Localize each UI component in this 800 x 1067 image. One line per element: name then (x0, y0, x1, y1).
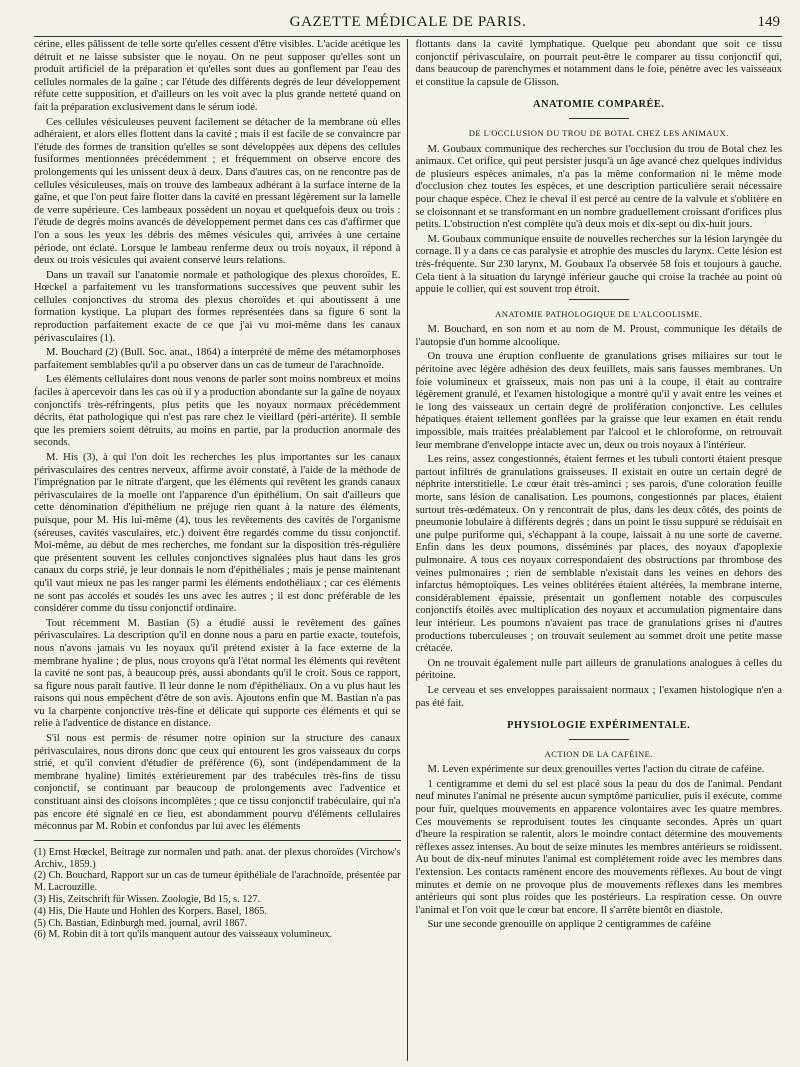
paragraph: flottants dans la cavité lymphatique. Quelque peu abondant que soit ce tissu conjonctif périvasculaire, on pourrait peut-être le comparer au tissu conjonctif qui, dans beaucoup de parenchymes et notamment dans le foie, pénètre avec les vaisseaux et constitue la capsule de Glisson. (415, 39, 782, 88)
right-column (407, 39, 783, 1061)
paragraph: Tout récemment M. Bastian (5) a étudié aussi le revêtement des gaînes périvasculaires. La description qu'il en donne nous a paru en partie exacte, toutefois, nous n'avons jamais vu les noyaux qu'il prétend exister à la face externe de la membrane hyaline ; de plus, nous croyons qu'à l'état normal les éléments qui revêtent la cavité ne sont pas, à beaucoup près, aussi abondants qu'il le croit. Sous ce rapport, sa figure nous paraît fautive. Il leur donne le nom d'épithéliaux. On a vu plus haut les raisons qui nous empêchent d'être de son avis. Ajoutons enfin que M. Bastian n'a pas vu la charpente conjonctive très-fine et délicate qui supporte ces éléments et qui se relie à l'adventice de distance en distance. (34, 617, 401, 730)
paragraph: Dans un travail sur l'anatomie normale et pathologique des plexus choroïdes, E. Hœckel a parfaitement vu les transformations successives que peuvent subir les cellules conjonctives du stroma des plexus choroïdes et qui aboutissent à une formation kystique. La plupart des formes représentées dans sa figure 6 sont la reproduction parfaitement exacte de ce que j'ai vu moi-même dans les canaux périvasculaires (1). (34, 269, 401, 344)
page-number: 149 (757, 14, 780, 30)
paragraph: M. Goubaux communique des recherches sur l'occlusion du trou de Botal chez les animaux. Cet orifice, qui peut persister jusqu'à un âge avancé chez quelques individus de plusieurs espèces animales, n'a pas la même conformation ni le même mode d'occlusion chez toutes les espèces, et une description particulière serait nécessaire pour chaque espèce. Chez le cheval il est percé au centre de la valvule et s'oblitère en se cloisonnant et se transformant en un nombre graduellement croissant d'orifices plus petits. L'obstruction n'est complète qu'à deux mois et dix-sept ou dix-huit jours. (415, 143, 782, 231)
paragraph: Les reins, assez congestionnés, étaient fermes et les tubuli contorti étaient presque partout infiltrés de granulations graisseuses. Il existait en outre un certain degré de néphrite interstitielle. Le cœur était très-aminci ; ses parois, d'une coloration feuille morte, sans lésion de canalisation. Les poumons, congestionnés par places, étaient surtout très-œdémateux. On y rencontrait de plus, dans les deux côtés, des points de pneumonie lobulaire à différents degrés ; dans un point le tissu suppuré se réduisait en une pulpe puriforme qui, s'échappant à la coupe, laissait à nu une sorte de caverne. Enfin dans les deux poumons, disséminés par places, des noyaux d'apoplexie pulmonaire. A tous ces noyaux correspondaient des obstructions par thrombose des veines pulmonaires ; rien de semblable n'existait dans les veines en dehors des infarctus hémoptoïques. Les veines oblitérées étaient altérées, la membrane interne, considérablement épaissie, présentait un gonflement notable des corpuscules conjonctifs étoilés avec multiplication des noyaux et accumulation pigmentaire dans leur intérieur. Les poumons n'avaient pas trace de granulations grises ni d'autres productions tuberculeuses ; on trouvait seulement au sommet droit une petite masse crétacée. (415, 454, 782, 655)
paragraph: M. Goubaux communique ensuite de nouvelles recherches sur la lésion laryngée du cornage. Il y a dans ce cas paralysie et atrophie des muscles du larynx. Cette lésion est très-fréquente. Sur 230 larynx, M. Goubaux l'a observée 58 fois et toujours à gauche. Cela tient à la situation du laryngé inférieur gauche qui croise la trachée au point où appuie le collier, qui est souvent trop étroit. (415, 233, 782, 296)
paragraph: On trouva une éruption confluente de granulations grises miliaires sur tout le péritoine avec légère adhésion des deux feuillets, mais sans fausses membranes. Un foie volumineux et graisseux, mais non pas uni à la coupe, il était au contraire légèrement granulé, et l'examen histologique a montré qu'il y avait entre les veines et le long des vaisseaux un certain degré de prolifération conjonctive. Les cellules hépatiques étaient tellement gonflées par la graisse que leur examen en était rendu impossible, mais traitées préalablement par l'alcool et le chloroforme, on retrouvait leur membrane d'enveloppe intacte avec un, deux ou trois noyaux à l'intérieur. (415, 351, 782, 451)
footnote: (2) Ch. Bouchard, Rapport sur un cas de tumeur épithéliale de l'arachnoïde, présentée par M. Lacrouzille. (34, 870, 401, 894)
paragraph: Ces cellules vésiculeuses peuvent facilement se détacher de la membrane où elles adhéraient, et alors elles flottent dans la cavité ; mais il est facile de se convaincre par l'étude des formes de transition qu'elles se sont développées aux dépens des cellules fusiformes mentionnées précédemment ; et fréquemment on observe encore des prolongements qui les unissent deux à deux. Dans d'autres cas, on ne rencontre pas de cellules vésiculeuses, mais on trouve des lambeaux adhérant à la surface interne de la gaîne, et que l'on peut faire flotter dans la cavité en pressant légèrement sur la lamelle de verre supérieure. Ces lambeaux possèdent un noyau et quelquefois deux ou trois : l'étude de degrés moins avancés de développement permet dans ces cas d'affirmer que l'on a sous les yeux les débris des mêmes vésicules qui, arrivées à une certaine période, ont éclaté. Lorsque le lambeau renferme deux ou trois noyaux, il répond à deux ou trois vésicules qui avaient conservé leurs relations. (34, 116, 401, 267)
paragraph: M. His (3), à qui l'on doit les recherches les plus importantes sur les canaux périvasculaires des centres nerveux, affirme avoir constaté, à l'aide de la méthode de l'imprégnation par le nitrate d'argent, que les éléments qui revêtent les grands canaux périvasculaires de la moelle ont l'apparence d'un épithélium. On sait d'ailleurs que cette dénomination d'épithélium ne préjuge rien quant à la nature des éléments, puisque, pour M. His lui-même (4), tous les revêtements des cavités de l'organisme (séreuses, cavités vasculaires, etc.) doivent être regardés comme du tissu conjonctif. Moi-même, au début de mes recherches, me fondant sur la disposition très-régulière que présentent souvent les cellules conjonctives signalées plus haut dans les gros canaux du corps strié, je leur donnais le nom d'épithéliales ; mais je pense maintenant qu'il vaut mieux ne pas les ranger parmi les éléments endothéliaux ; car ces éléments ne sont pas accolés et soudés les uns avec les autres ; il est donc préférable de les considérer comme du tissu conjonctif ordinaire. (34, 452, 401, 615)
section-subtitle-cafeine: ACTION DE LA CAFÉINE. (544, 748, 653, 759)
footnote: (4) His, Die Haute und Hohlen des Korpers. Basel, 1865. (34, 905, 267, 917)
paragraph: S'il nous est permis de résumer notre opinion sur la structure des canaux périvasculaires, nous dirons donc que ceux qui entourent les gros vaisseaux du corps strié, et qu'il convient d'étudier de préférence (6), sont (indépendamment de la membrane hyaline) limités extérieurement par des trabécules très-fins de tissu conjonctif, se continuant par beaucoup de prolongements avec l'adventice et constituant ainsi des cloisons incomplètes ; que ce tissu conjonctif trabéculaire, qui n'a pas encore été signalé en ce lieu, est abondamment pourvu d'éléments cellulaires méconnus par M. Robin et confondus par lui avec les éléments (34, 733, 401, 833)
paragraph: M. Bouchard (2) (Bull. Soc. anat., 1864) a interprété de même des métamorphoses parfaitement semblables qu'il a pu observer dans un cas de tumeur de l'arachnoïde. (34, 347, 401, 371)
page-header (34, 6, 782, 37)
paragraph: Les éléments cellulaires dont nous venons de parler sont moins nombreux et moins faciles à apercevoir dans les cas où il y a production abondante sur la gaîne de noyaux conjonctifs très-réfringents, plus petits que les noyaux normaux précédemment décrits, état pathologique qui n'est pas rare chez le vieillard (péri-artérite). Il semble que les premiers soient détruits, au moins en partie, par la production anormale des seconds. (34, 374, 401, 449)
footnote: (1) Ernst Hœckel, Beitrage zur normalen und path. anat. der plexus choroïdes (Virchow's Archiv., 1859.) (34, 846, 401, 870)
paragraph: On ne trouvait également nulle part ailleurs de granulations analogues à celles du péritoine. (415, 657, 782, 682)
section-title-physiologie: PHYSIOLOGIE EXPÉRIMENTALE. (507, 720, 691, 732)
paragraph: Le cerveau et ses enveloppes paraissaient normaux ; l'examen histologique n'en a pas été fait. (415, 684, 782, 709)
divider (569, 739, 629, 740)
paragraph: M. Bouchard, en son nom et au nom de M. Proust, communique les détails de l'autopsie d'un homme alcoolique. (415, 324, 782, 348)
footnote: (5) Ch. Bastian, Edinburgh med. journal, avril 1867. (34, 917, 248, 929)
divider (569, 299, 629, 300)
footnote: (6) M. Robin dit à tort qu'ils manquent autour des vaisseaux volumineux. (34, 929, 333, 941)
two-column-body (34, 39, 782, 1061)
divider (569, 118, 629, 119)
section-subtitle-trou-de-botal: DE L'OCCLUSION DU TROU DE BOTAL CHEZ LES ANIMAUX. (468, 127, 729, 138)
journal-title: GAZETTE MÉDICALE DE PARIS. (289, 14, 527, 30)
footnotes (34, 840, 401, 941)
footnote: (3) His, Zeitschrift für Wissen. Zoologie, Bd 15, s. 127. (34, 894, 261, 905)
paragraph: M. Leven expérimente sur deux grenouilles vertes l'action du citrate de caféine. (427, 764, 765, 776)
paragraph: 1 centigramme et demi du sel est placé sous la peau du dos de l'animal. Pendant neuf minutes l'animal ne présente aucun symptôme particulier, puis il exécute, comme pour fuir, quelques mouvements en apparence volontaires avec les quatre membres. Ces mouvements se reproduisent toutes les cinquante secondes. Après un quart d'heure la respiration se ralentit, alors le moindre contact détermine des mouvements réflexes assez intenses. Au bout de seize minutes les membres antérieurs se roidissent. Au bout de dix-neuf minutes l'animal est complétement roide avec les membres dans l'extension. Les contacts ramènent encore des mouvements réflexes. Au bout de vingt minutes et demie on ne provoque plus de mouvements réflexes dans les membres antérieurs qui sont plus roides que les postérieurs. La respiration cesse. On ouvre l'animal et l'on voit que le cœur bat encore. Il s'arrête bientôt en diastole. (415, 778, 782, 916)
section-subtitle-alcoolisme: ANATOMIE PATHOLOGIQUE DE L'ALCOOLISME. (495, 308, 703, 319)
paragraph: Sur une seconde grenouille on applique 2 centigrammes de caféine (427, 919, 711, 931)
left-column (34, 39, 407, 1061)
paragraph: cérine, elles pâlissent de telle sorte qu'elles cessent d'être visibles. L'acide acétique les détruit et ne laisse subsister que le noyau. On ne peut supposer qu'elles sont un produit artificiel de la préparation et qu'elles sont dues au gonflement par l'eau des cellules normales de la gaîne ; car l'étude des différents degrés de leur développement réfute cette supposition, et d'ailleurs on les voit avec la plus grande netteté quand on fait la préparation exclusivement dans le sérum iodé. (34, 39, 401, 113)
section-title-anatomie-comparee: ANATOMIE COMPARÉE. (533, 99, 665, 111)
